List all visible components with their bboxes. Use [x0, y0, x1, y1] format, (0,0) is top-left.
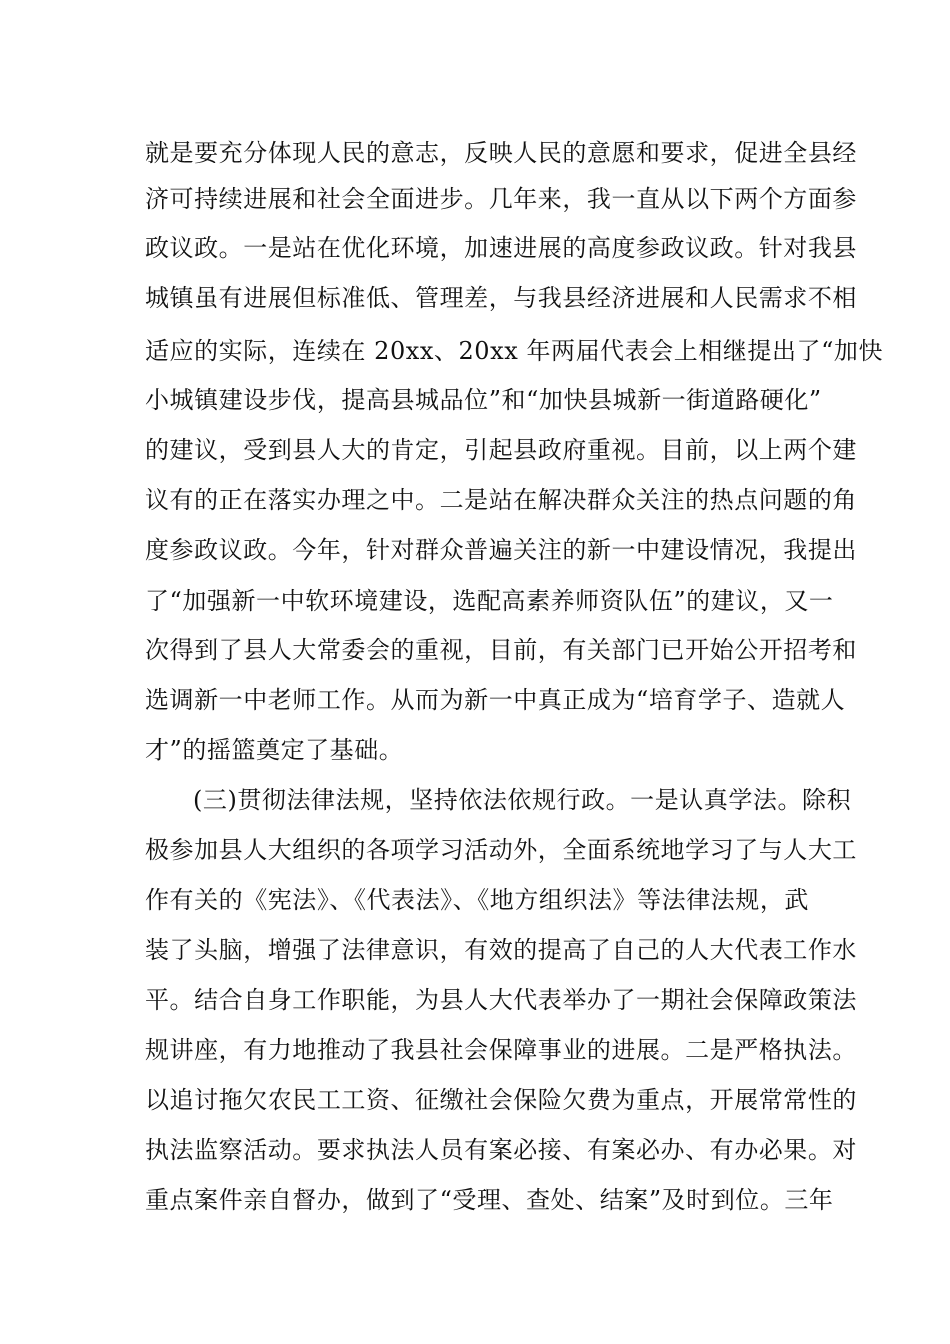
text-line-9: 度参政议政。今年，针对群众普遍关注的新一中建设情况，我提出	[145, 536, 857, 564]
text-line-18: 平。结合自身工作职能，为县人大代表举办了一期社会保障政策法	[145, 986, 857, 1014]
text-line-2: 济可持续进展和社会全面进步。几年来，我一直从以下两个方面参	[145, 185, 857, 213]
text-line-11: 次得到了县人大常委会的重视，目前，有关部门已开始公开招考和	[145, 636, 857, 664]
text-line-13: 才”的摇篮奠定了基础。	[145, 736, 404, 764]
text-line-15: 极参加县人大组织的各项学习活动外，全面系统地学习了与人大工	[145, 836, 857, 864]
text-line-5: 适应的实际，连续在 20xx、20xx 年两届代表会上相继提出了“加快	[145, 337, 883, 365]
text-line-4: 城镇虽有进展但标准低、管理差，与我县经济进展和人民需求不相	[145, 284, 857, 312]
text-line-6: 小城镇建设步伐，提高县城品位”和“加快县城新一街道路硬化”	[145, 386, 822, 414]
text-line-7: 的建议，受到县人大的肯定，引起县政府重视。目前，以上两个建	[145, 436, 857, 464]
text-line-3: 政议政。一是站在优化环境，加速进展的高度参政议政。针对我县	[145, 234, 857, 262]
text-line-19: 规讲座，有力地推动了我县社会保障事业的进展。二是严格执法。	[145, 1036, 857, 1064]
text-line-20: 以追讨拖欠农民工工资、征缴社会保险欠费为重点，开展常常性的	[145, 1086, 857, 1114]
text-line-21: 执法监察活动。要求执法人员有案必接、有案必办、有办必果。对	[145, 1136, 857, 1164]
text-line-17: 装了头脑，增强了法律意识，有效的提高了自己的人大代表工作水	[145, 936, 857, 964]
text-line-16: 作有关的《宪法》、《代表法》、《地方组织法》等法律法规，武	[145, 886, 809, 914]
text-line-10: 了“加强新一中软环境建设，选配高素养师资队伍”的建议，又一	[145, 587, 834, 615]
text-line-8: 议有的正在落实办理之中。二是站在解决群众关注的热点问题的角	[145, 486, 857, 514]
text-line-22: 重点案件亲自督办，做到了“受理、查处、结案”及时到位。三年	[145, 1186, 834, 1214]
text-line-1: 就是要充分体现人民的意志，反映人民的意愿和要求，促进全县经	[145, 139, 857, 167]
text-line-14: (三)贯彻法律法规，坚持依法依规行政。一是认真学法。除积	[193, 786, 852, 814]
text-line-12: 选调新一中老师工作。从而为新一中真正成为“培育学子、造就人	[145, 686, 846, 714]
